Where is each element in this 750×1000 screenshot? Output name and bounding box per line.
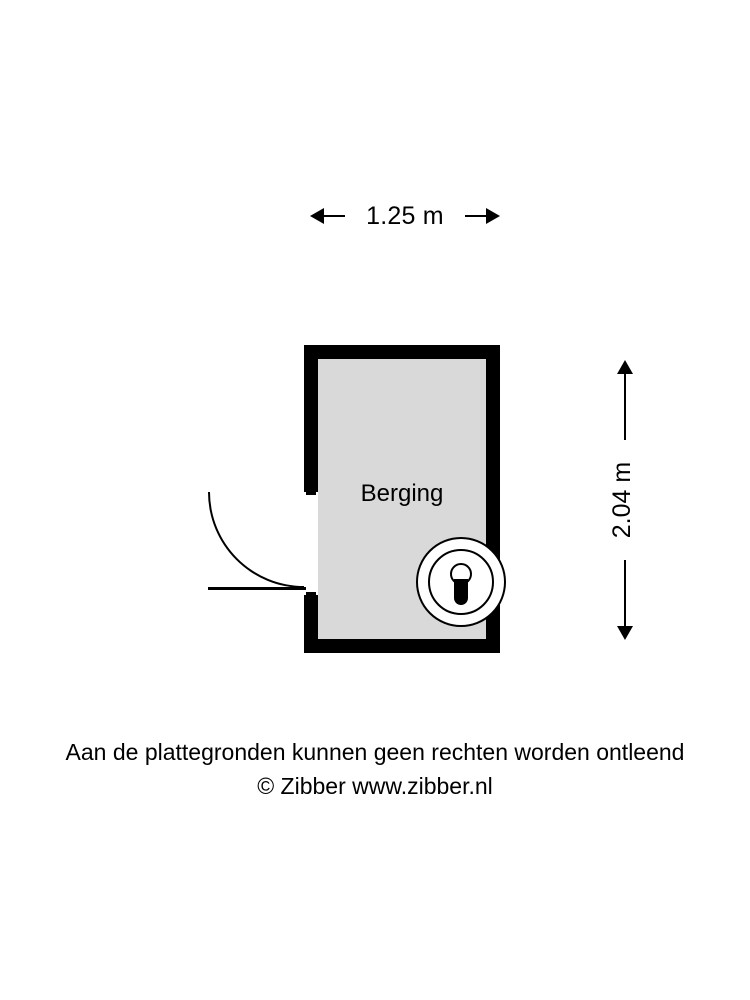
height-dimension bbox=[600, 360, 656, 640]
footer-disclaimer: Aan de plattegronden kunnen geen rechten worden ontleend bbox=[65, 739, 685, 765]
height-dimension-label: 2.04 m bbox=[599, 440, 645, 560]
footer bbox=[0, 735, 750, 803]
door-arc bbox=[208, 492, 304, 588]
arrow-left-icon bbox=[310, 208, 324, 224]
width-dimension bbox=[310, 196, 500, 236]
room-label: Berging bbox=[360, 480, 444, 507]
arrow-up-icon bbox=[617, 360, 633, 374]
boiler-keyhole-stem bbox=[454, 579, 468, 605]
boiler-icon bbox=[416, 537, 506, 627]
arrow-down-icon bbox=[617, 626, 633, 640]
footer-copyright: © Zibber www.zibber.nl bbox=[257, 773, 493, 799]
door-swing-icon bbox=[208, 492, 308, 596]
door-leaf bbox=[208, 587, 306, 590]
width-dimension-label: 1.25 m bbox=[345, 193, 465, 239]
arrow-right-icon bbox=[486, 208, 500, 224]
room-berging bbox=[304, 345, 500, 653]
